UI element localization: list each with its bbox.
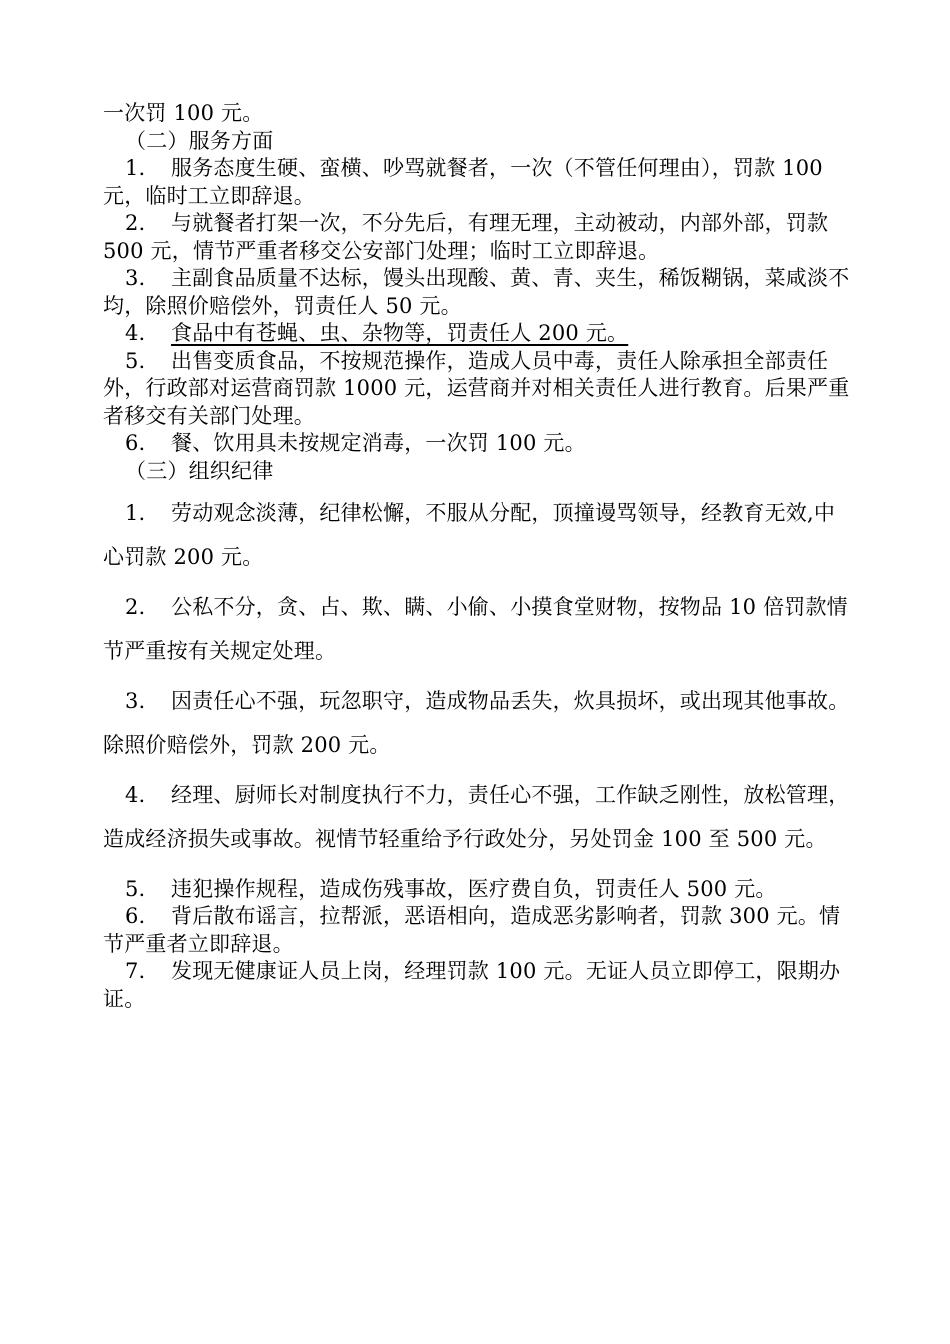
lead-line: 一次罚 100 元。: [103, 101, 264, 125]
discipline-item-1: 1. 劳动观念淡薄，纪律松懈，不服从分配，顶撞谩骂领导，经教育无效,中心罚款 200 元。: [103, 501, 836, 569]
discipline-item-3: 3. 因责任心不强，玩忽职守，造成物品丢失，炊具损坏，或出现其他事故。除照价赔偿外，罚款 200 元。: [103, 689, 850, 757]
discipline-item-2: 2. 公私不分，贪、占、欺、瞒、小偷、小摸食堂财物，按物品 10 倍罚款情节严重按有关规定处理。: [103, 595, 848, 663]
service-item-5: 5. 出售变质食品，不按规范操作，造成人员中毒，责任人除承担全部责任外，行政部对运营商罚款 1000 元，运营商并对相关责任人进行教育。后果严重者移交有关部门处理。: [103, 348, 850, 428]
service-item-6: 6. 餐、饮用具未按规定消毒，一次罚 100 元。: [125, 431, 586, 455]
service-item-2: 2. 与就餐者打架一次，不分先后，有理无理，主动被动，内部外部，罚款 500 元，情节严重者移交公安部门处理；临时工立即辞退。: [103, 211, 829, 263]
service-item-1: 1. 服务态度生硬、蛮横、吵骂就餐者，一次（不管任何理由），罚款 100 元，临时工立即辞退。: [103, 156, 823, 208]
discipline-item-5: 5. 违犯操作规程，造成伤残事故，医疗费自负，罚责任人 500 元。: [125, 877, 777, 901]
discipline-heading: （三）组织纪律: [125, 458, 274, 483]
document-body: [103, 100, 853, 1013]
service-heading: （二）服务方面: [125, 128, 274, 153]
discipline-item-6: 6. 背后散布谣言，拉帮派，恶语相向，造成恶劣影响者，罚款 300 元。情节严重者立即辞退。: [103, 904, 841, 956]
discipline-item-4: 4. 经理、厨师长对制度执行不力，责任心不强，工作缺乏刚性，放松管理，造成经济损失或事故。视情节轻重给予行政处分，另处罚金 100 至 500 元。: [103, 783, 850, 851]
discipline-section-tight: [103, 903, 853, 1013]
discipline-section-loose: [103, 491, 853, 911]
service-item-3: 3. 主副食品质量不达标，馒头出现酸、黄、青、夹生，稀饭糊锅，菜咸淡不均，除照价赔偿外，罚责任人 50 元。: [103, 266, 850, 318]
service-item-4: 4. 食品中有苍蝇、虫、杂物等，罚责任人 200 元。: [125, 321, 629, 345]
discipline-item-7: 7. 发现无健康证人员上岗，经理罚款 100 元。无证人员立即停工，限期办证。: [103, 959, 841, 1011]
service-section: [103, 100, 853, 485]
